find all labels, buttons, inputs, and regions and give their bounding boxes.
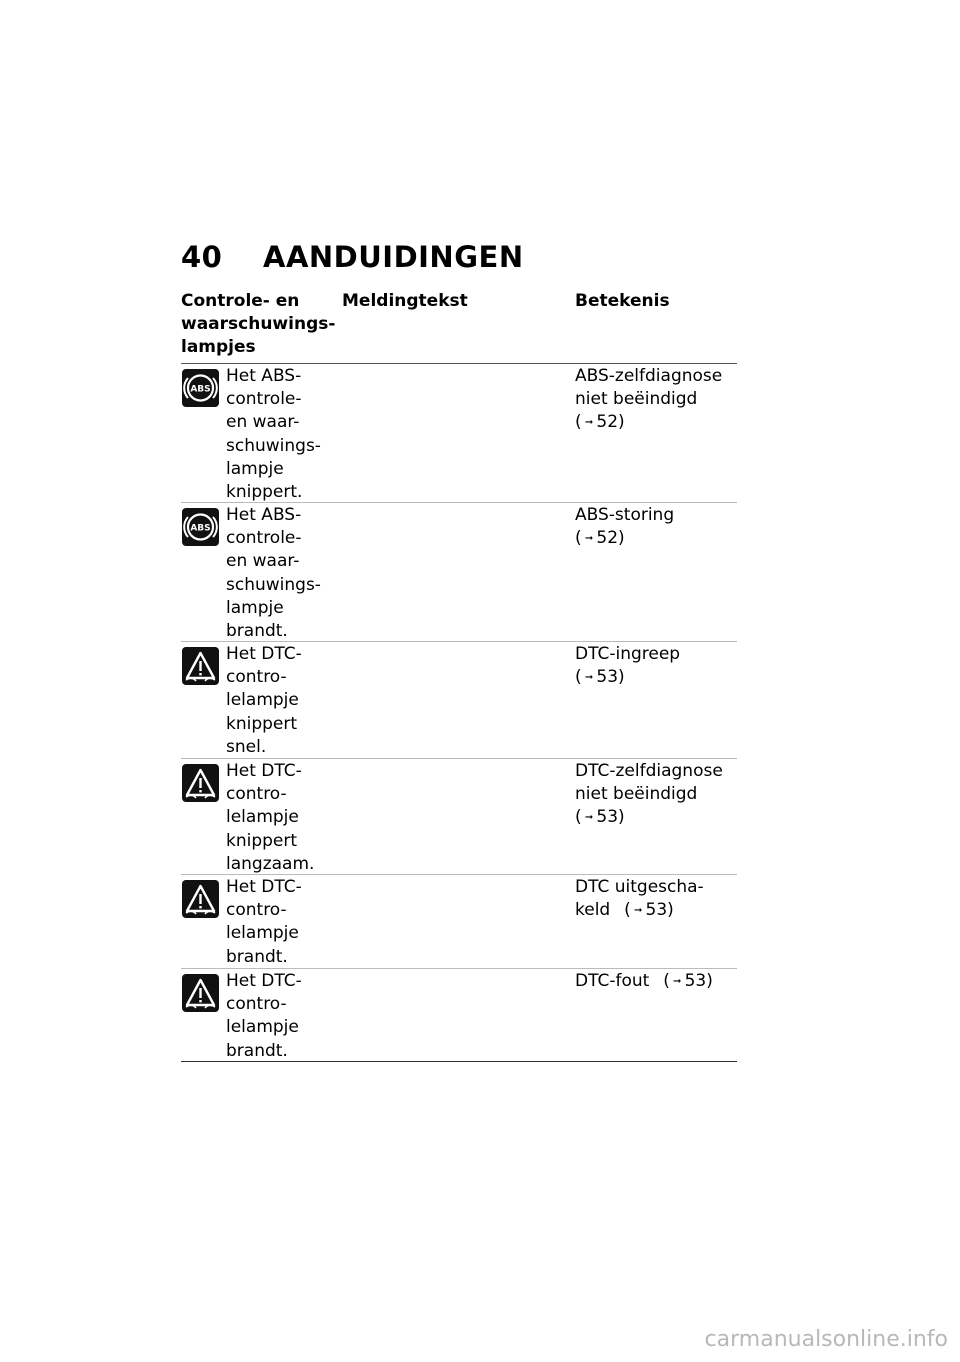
page-reference-link[interactable]	[582, 807, 618, 827]
table-row	[181, 759, 737, 875]
lamp-description-line: Het ABS-	[226, 366, 302, 386]
lamp-description-line: contro-	[226, 784, 287, 805]
lamp-description-line: lelampje	[226, 807, 299, 828]
lamp-description-line: contro-	[226, 900, 287, 921]
page-reference-link[interactable]	[631, 900, 667, 920]
dtc-warning-lamp-icon	[182, 880, 219, 918]
page-reference-number: 52	[596, 528, 619, 549]
arrow-right-icon: ➞	[630, 905, 646, 917]
abs-warning-lamp-icon	[182, 508, 219, 546]
table-row	[181, 503, 737, 642]
meaning-line: DTC uitgescha-	[575, 877, 704, 897]
abs-warning-lamp-icon	[182, 369, 219, 407]
page-header	[181, 240, 524, 274]
page-reference-number: 53	[596, 807, 619, 828]
lamp-description-line: controle-	[226, 389, 302, 410]
lamp-description	[226, 365, 336, 504]
arrow-right-icon: ➞	[581, 812, 597, 824]
dtc-warning-lamp-icon	[182, 974, 219, 1012]
meaning-text	[575, 365, 735, 435]
indicator-table	[181, 363, 737, 1062]
lamp-description-line: Het ABS-	[226, 505, 302, 525]
dtc-warning-lamp-icon	[182, 647, 219, 685]
column-header-lamps-line: lampjes	[181, 337, 256, 357]
lamp-description	[226, 876, 336, 969]
page-reference-link[interactable]	[670, 971, 706, 991]
lamp-description-line: brandt.	[226, 1040, 288, 1061]
meaning-line: DTC-fout ( ➞ 53)	[575, 971, 713, 991]
lamp-description-line: contro-	[226, 667, 287, 688]
lamp-description-line: lelampje	[226, 690, 299, 711]
meaning-line: ABS-storing	[575, 505, 675, 525]
meaning-line-text: DTC-fout	[575, 971, 650, 991]
meaning-line: keld ( ➞ 53)	[575, 900, 674, 921]
meaning-line-text: keld	[575, 900, 611, 921]
column-header-lamps-line: waarschuwings-	[181, 314, 336, 334]
meaning-text	[575, 504, 735, 550]
lamp-description-line: Het DTC-	[226, 761, 302, 781]
column-header-message: Meldingtekst	[342, 291, 468, 311]
page-reference: ( ➞ 52)	[575, 412, 625, 433]
lamp-description-line: lelampje	[226, 923, 299, 944]
page-reference-number: 52	[596, 412, 619, 433]
table-row	[181, 642, 737, 759]
table-row	[181, 875, 737, 969]
lamp-description	[226, 970, 336, 1063]
table-row	[181, 969, 737, 1062]
dtc-warning-lamp-icon	[182, 764, 219, 802]
lamp-description-line: controle-	[226, 528, 302, 549]
page-reference: ( ➞ 53)	[575, 667, 625, 688]
lamp-description-line: en waar-	[226, 551, 300, 572]
meaning-text	[575, 760, 735, 830]
lamp-description-line: lelampje	[226, 1017, 299, 1038]
lamp-description-line: langzaam.	[226, 853, 315, 874]
meaning-text	[575, 643, 735, 689]
section-title: AANDUIDINGEN	[263, 240, 524, 274]
page-reference: ( ➞ 53)	[575, 807, 625, 828]
page-reference-number: 53	[596, 667, 619, 688]
lamp-description-line: snel.	[226, 736, 267, 757]
lamp-description	[226, 504, 336, 643]
meaning-line: DTC-ingreep	[575, 644, 681, 664]
watermark: carmanualsonline.info	[704, 1327, 948, 1352]
column-header-meaning: Betekenis	[575, 291, 670, 311]
lamp-description	[226, 643, 336, 759]
arrow-right-icon: ➞	[669, 976, 685, 987]
meaning-line: niet beëindigd	[575, 784, 698, 805]
lamp-description-line: brandt.	[226, 946, 288, 967]
lamp-description-line: Het DTC-	[226, 971, 302, 991]
lamp-description	[226, 760, 336, 876]
meaning-line: ABS-zelfdiagnose	[575, 366, 723, 386]
table-row	[181, 364, 737, 503]
lamp-description-line: knippert	[226, 713, 298, 734]
lamp-description-line: lampje	[226, 597, 284, 618]
lamp-description-line: knippert.	[226, 482, 303, 503]
meaning-line: DTC-zelfdiagnose	[575, 761, 723, 781]
svg-text:ABS: ABS	[190, 523, 211, 534]
page-reference-number: 53	[645, 900, 668, 921]
lamp-description-line: schuwings-	[226, 435, 321, 456]
column-header-lamps-line: Controle- en	[181, 291, 300, 311]
page-reference-link[interactable]	[582, 667, 618, 687]
arrow-right-icon: ➞	[581, 672, 597, 684]
lamp-description-line: contro-	[226, 994, 287, 1015]
lamp-description-line: lampje	[226, 458, 284, 479]
lamp-description-line: schuwings-	[226, 574, 321, 595]
page-reference-link[interactable]	[582, 528, 618, 548]
meaning-text	[575, 970, 735, 993]
lamp-description-line: en waar-	[226, 412, 300, 433]
page-reference: ( ➞ 52)	[575, 528, 625, 549]
arrow-right-icon: ➞	[581, 533, 597, 545]
lamp-description-line: Het DTC-	[226, 644, 302, 664]
column-header-lamps	[181, 290, 336, 359]
page-number: 40	[181, 240, 223, 274]
lamp-description-line: knippert	[226, 830, 298, 851]
page-reference-link[interactable]	[582, 412, 618, 432]
meaning-line: niet beëindigd	[575, 389, 698, 410]
lamp-description-line: brandt.	[226, 621, 288, 642]
meaning-text	[575, 876, 735, 922]
lamp-description-line: Het DTC-	[226, 877, 302, 897]
page-reference-number: 53	[684, 971, 707, 991]
arrow-right-icon: ➞	[581, 417, 597, 429]
svg-text:ABS: ABS	[190, 384, 211, 395]
